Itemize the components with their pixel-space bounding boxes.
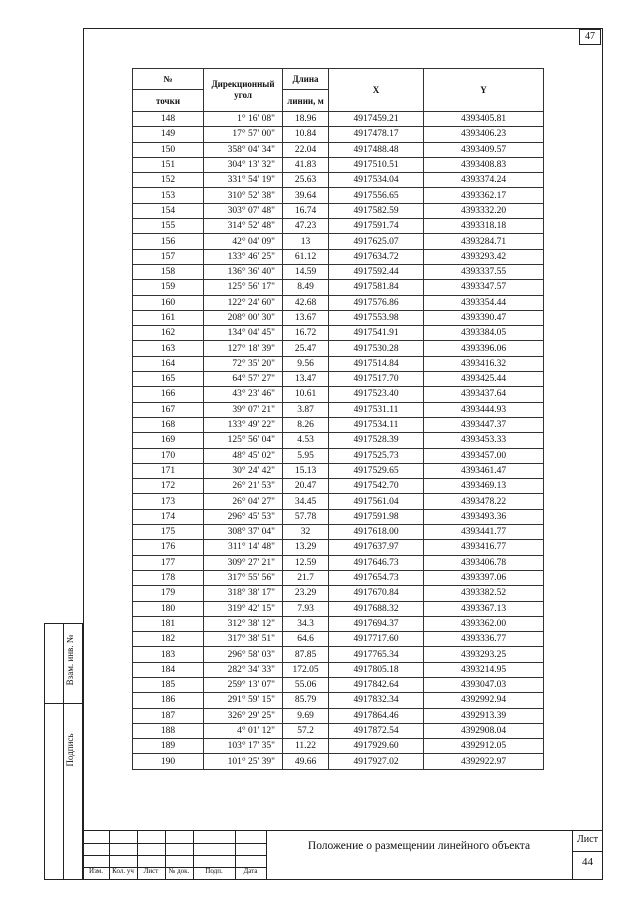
cell-angle: 122° 24' 60" [204, 295, 283, 310]
cell-y: 4393384.05 [424, 326, 544, 341]
table-row [133, 402, 544, 417]
table-body [133, 112, 544, 770]
stamp-podp: Подп. [205, 867, 223, 875]
stamp-list: Лист [143, 867, 159, 875]
stamp-ndoc: № док. [168, 867, 190, 875]
stamp-line-2 [83, 843, 266, 844]
cell-length: 25.47 [283, 341, 329, 356]
cell-x: 4917592.44 [329, 264, 424, 279]
cell-point: 169 [133, 433, 204, 448]
cell-point: 161 [133, 310, 204, 325]
cell-point: 187 [133, 708, 204, 723]
cell-length: 14.59 [283, 264, 329, 279]
cell-x: 4917530.28 [329, 341, 424, 356]
table-row [133, 540, 544, 555]
cell-length: 5.95 [283, 448, 329, 463]
cell-length: 7.93 [283, 601, 329, 616]
cell-y: 4393214.95 [424, 662, 544, 677]
cell-angle: 39° 07' 21" [204, 402, 283, 417]
cell-length: 16.74 [283, 203, 329, 218]
cell-length: 18.96 [283, 112, 329, 127]
cell-length: 11.22 [283, 739, 329, 754]
cell-length: 34.45 [283, 494, 329, 509]
sheet-number: 44 [582, 856, 593, 868]
table-row [133, 647, 544, 662]
cell-x: 4917717.60 [329, 632, 424, 647]
cell-x: 4917553.98 [329, 310, 424, 325]
cell-x: 4917625.07 [329, 234, 424, 249]
cell-length: 9.56 [283, 356, 329, 371]
cell-angle: 317° 38' 51" [204, 632, 283, 647]
cell-y: 4393461.47 [424, 463, 544, 478]
cell-y: 4393406.23 [424, 127, 544, 142]
cell-length: 172.05 [283, 662, 329, 677]
cell-y: 4393337.55 [424, 264, 544, 279]
cell-length: 85.79 [283, 693, 329, 708]
cell-y: 4393406.78 [424, 555, 544, 570]
cell-angle: 17° 57' 00" [204, 127, 283, 142]
cell-angle: 125° 56' 04" [204, 433, 283, 448]
cell-angle: 125° 56' 17" [204, 280, 283, 295]
cell-length: 41.83 [283, 157, 329, 172]
cell-x: 4917528.39 [329, 433, 424, 448]
table-row [133, 203, 544, 218]
table-row [133, 341, 544, 356]
cell-y: 4393416.32 [424, 356, 544, 371]
cell-point: 171 [133, 463, 204, 478]
stamp-line-3 [83, 855, 266, 856]
cell-length: 25.63 [283, 173, 329, 188]
table-row [133, 494, 544, 509]
cell-x: 4917459.21 [329, 112, 424, 127]
cell-angle: 331° 54' 19" [204, 173, 283, 188]
cell-point: 151 [133, 157, 204, 172]
cell-length: 15.13 [283, 463, 329, 478]
cell-length: 61.12 [283, 249, 329, 264]
table-row [133, 127, 544, 142]
cell-angle: 310° 52' 38" [204, 188, 283, 203]
cell-y: 4393336.77 [424, 632, 544, 647]
cell-y: 4393390.47 [424, 310, 544, 325]
table-row [133, 509, 544, 524]
table-row [133, 433, 544, 448]
cell-angle: 42° 04' 09" [204, 234, 283, 249]
table-row [133, 616, 544, 631]
cell-y: 4393354.44 [424, 295, 544, 310]
cell-y: 4392992.94 [424, 693, 544, 708]
table-row [133, 570, 544, 585]
cell-point: 166 [133, 387, 204, 402]
side-divider [44, 703, 83, 704]
cell-y: 4393425.44 [424, 372, 544, 387]
cell-x: 4917591.98 [329, 509, 424, 524]
cell-x: 4917694.37 [329, 616, 424, 631]
table-row [133, 754, 544, 769]
table-row [133, 280, 544, 295]
cell-x: 4917541.91 [329, 326, 424, 341]
table-row [133, 463, 544, 478]
cell-point: 154 [133, 203, 204, 218]
cell-angle: 291° 59' 15" [204, 693, 283, 708]
cell-y: 4393382.52 [424, 586, 544, 601]
side-label-inv: Взам. инв. № [65, 634, 75, 686]
cell-x: 4917582.59 [329, 203, 424, 218]
table-row [133, 525, 544, 540]
cell-point: 163 [133, 341, 204, 356]
cell-length: 12.59 [283, 555, 329, 570]
cell-x: 4917842.64 [329, 677, 424, 692]
cell-x: 4917531.11 [329, 402, 424, 417]
cell-y: 4392912.05 [424, 739, 544, 754]
cell-y: 4393347.57 [424, 280, 544, 295]
table-row [133, 310, 544, 325]
cell-y: 4393284.71 [424, 234, 544, 249]
cell-angle: 259° 13' 07" [204, 677, 283, 692]
title-block [83, 830, 603, 880]
cell-length: 55.06 [283, 677, 329, 692]
cell-length: 8.26 [283, 417, 329, 432]
stamp-sheet-divider [572, 851, 603, 852]
cell-y: 4393478.22 [424, 494, 544, 509]
cell-angle: 72° 35' 20" [204, 356, 283, 371]
cell-angle: 133° 46' 25" [204, 249, 283, 264]
cell-angle: 4° 01' 12" [204, 723, 283, 738]
table-row [133, 632, 544, 647]
header-y: Y [424, 69, 544, 112]
stamp-v6 [266, 830, 267, 880]
cell-angle: 208° 00' 30" [204, 310, 283, 325]
cell-point: 175 [133, 525, 204, 540]
stamp-kol: Кол. уч [112, 867, 134, 875]
cell-y: 4393367.13 [424, 601, 544, 616]
cell-y: 4393362.00 [424, 616, 544, 631]
cell-angle: 103° 17' 35" [204, 739, 283, 754]
cell-y: 4393416.77 [424, 540, 544, 555]
cell-x: 4917872.54 [329, 723, 424, 738]
cell-x: 4917517.70 [329, 372, 424, 387]
table-row [133, 555, 544, 570]
cell-point: 185 [133, 677, 204, 692]
cell-angle: 101° 25' 39" [204, 754, 283, 769]
cell-angle: 312° 38' 12" [204, 616, 283, 631]
cell-point: 189 [133, 739, 204, 754]
table-row [133, 677, 544, 692]
cell-angle: 1° 16' 08" [204, 112, 283, 127]
cell-y: 4392908.04 [424, 723, 544, 738]
cell-x: 4917510.51 [329, 157, 424, 172]
cell-y: 4393293.42 [424, 249, 544, 264]
header-angle: Дирекционный угол [204, 69, 283, 112]
cell-point: 164 [133, 356, 204, 371]
cell-x: 4917525.73 [329, 448, 424, 463]
table-row [133, 157, 544, 172]
cell-length: 64.6 [283, 632, 329, 647]
cell-angle: 136° 36' 40" [204, 264, 283, 279]
cell-angle: 304° 13' 32" [204, 157, 283, 172]
table-row [133, 295, 544, 310]
stamp-izm: Изм. [89, 867, 103, 875]
cell-x: 4917514.84 [329, 356, 424, 371]
cell-angle: 43° 23' 46" [204, 387, 283, 402]
cell-x: 4917864.46 [329, 708, 424, 723]
cell-x: 4917805.18 [329, 662, 424, 677]
cell-length: 10.61 [283, 387, 329, 402]
table-row [133, 372, 544, 387]
cell-y: 4393293.25 [424, 647, 544, 662]
stamp-date: Дата [243, 867, 258, 875]
cell-point: 186 [133, 693, 204, 708]
table-row [133, 662, 544, 677]
cell-x: 4917523.40 [329, 387, 424, 402]
cell-angle: 314° 52' 48" [204, 219, 283, 234]
table-row [133, 219, 544, 234]
cell-angle: 134° 04' 45" [204, 326, 283, 341]
cell-angle: 127° 18' 39" [204, 341, 283, 356]
cell-point: 159 [133, 280, 204, 295]
cell-angle: 358° 04' 34" [204, 142, 283, 157]
table-row [133, 586, 544, 601]
table-row [133, 723, 544, 738]
cell-x: 4917646.73 [329, 555, 424, 570]
cell-point: 190 [133, 754, 204, 769]
cell-angle: 319° 42' 15" [204, 601, 283, 616]
cell-y: 4393318.18 [424, 219, 544, 234]
cell-length: 13.67 [283, 310, 329, 325]
cell-length: 16.72 [283, 326, 329, 341]
cell-length: 22.04 [283, 142, 329, 157]
table-row [133, 387, 544, 402]
cell-y: 4393444.93 [424, 402, 544, 417]
table-row [133, 264, 544, 279]
cell-length: 8.49 [283, 280, 329, 295]
table-row [133, 479, 544, 494]
cell-point: 180 [133, 601, 204, 616]
cell-length: 39.64 [283, 188, 329, 203]
cell-point: 160 [133, 295, 204, 310]
cell-angle: 318° 38' 17" [204, 586, 283, 601]
cell-x: 4917478.17 [329, 127, 424, 142]
document-title: Положение о размещении линейного объекта [307, 840, 531, 852]
cell-x: 4917488.48 [329, 142, 424, 157]
table-row [133, 326, 544, 341]
cell-x: 4917929.60 [329, 739, 424, 754]
header-num-bottom: точки [133, 90, 204, 112]
cell-point: 178 [133, 570, 204, 585]
coordinates-table [132, 68, 544, 770]
cell-point: 172 [133, 479, 204, 494]
cell-point: 148 [133, 112, 204, 127]
cell-point: 174 [133, 509, 204, 524]
table-row [133, 417, 544, 432]
cell-length: 47.23 [283, 219, 329, 234]
cell-y: 4392922.97 [424, 754, 544, 769]
cell-x: 4917634.72 [329, 249, 424, 264]
side-label-sign: Подпись [65, 733, 75, 767]
cell-x: 4917688.32 [329, 601, 424, 616]
table-row [133, 142, 544, 157]
cell-y: 4393447.37 [424, 417, 544, 432]
cell-angle: 303° 07' 48" [204, 203, 283, 218]
cell-y: 4393405.81 [424, 112, 544, 127]
cell-angle: 309° 27' 21" [204, 555, 283, 570]
cell-point: 188 [133, 723, 204, 738]
cell-y: 4393408.83 [424, 157, 544, 172]
cell-x: 4917618.00 [329, 525, 424, 540]
page-number: 47 [579, 29, 601, 45]
cell-point: 156 [133, 234, 204, 249]
cell-point: 167 [133, 402, 204, 417]
cell-length: 23.29 [283, 586, 329, 601]
table-row [133, 356, 544, 371]
cell-point: 157 [133, 249, 204, 264]
cell-y: 4393457.00 [424, 448, 544, 463]
table-row [133, 112, 544, 127]
cell-length: 10.84 [283, 127, 329, 142]
header-num-top: № [133, 69, 204, 90]
cell-point: 182 [133, 632, 204, 647]
cell-point: 176 [133, 540, 204, 555]
cell-length: 32 [283, 525, 329, 540]
cell-angle: 282° 34' 33" [204, 662, 283, 677]
cell-angle: 296° 58' 03" [204, 647, 283, 662]
cell-x: 4917591.74 [329, 219, 424, 234]
cell-length: 4.53 [283, 433, 329, 448]
sheet-label: Лист [577, 834, 598, 845]
cell-point: 165 [133, 372, 204, 387]
cell-point: 168 [133, 417, 204, 432]
table-row [133, 448, 544, 463]
cell-length: 42.68 [283, 295, 329, 310]
cell-y: 4393362.17 [424, 188, 544, 203]
side-stamp [44, 623, 83, 880]
cell-length: 57.2 [283, 723, 329, 738]
cell-x: 4917576.86 [329, 295, 424, 310]
cell-angle: 64° 57' 27" [204, 372, 283, 387]
cell-x: 4917529.65 [329, 463, 424, 478]
cell-point: 177 [133, 555, 204, 570]
table-row [133, 188, 544, 203]
cell-point: 149 [133, 127, 204, 142]
cell-x: 4917670.84 [329, 586, 424, 601]
cell-length: 3.87 [283, 402, 329, 417]
cell-y: 4393493.36 [424, 509, 544, 524]
table-row [133, 234, 544, 249]
cell-length: 49.66 [283, 754, 329, 769]
cell-point: 158 [133, 264, 204, 279]
table-row [133, 173, 544, 188]
cell-x: 4917654.73 [329, 570, 424, 585]
cell-angle: 296° 45' 53" [204, 509, 283, 524]
cell-length: 34.3 [283, 616, 329, 631]
cell-angle: 48° 45' 02" [204, 448, 283, 463]
cell-x: 4917927.02 [329, 754, 424, 769]
table-row [133, 739, 544, 754]
cell-y: 4393397.06 [424, 570, 544, 585]
cell-point: 179 [133, 586, 204, 601]
cell-point: 181 [133, 616, 204, 631]
header-x: X [329, 69, 424, 112]
cell-length: 21.7 [283, 570, 329, 585]
cell-length: 20.47 [283, 479, 329, 494]
cell-length: 87.85 [283, 647, 329, 662]
cell-length: 13 [283, 234, 329, 249]
cell-y: 4393437.64 [424, 387, 544, 402]
table-row [133, 693, 544, 708]
side-col-empty [44, 623, 64, 880]
cell-y: 4393332.20 [424, 203, 544, 218]
cell-angle: 30° 24' 42" [204, 463, 283, 478]
cell-y: 4393409.57 [424, 142, 544, 157]
stamp-top-line [83, 830, 603, 831]
cell-point: 153 [133, 188, 204, 203]
cell-y: 4392913.39 [424, 708, 544, 723]
cell-length: 57.78 [283, 509, 329, 524]
cell-x: 4917556.65 [329, 188, 424, 203]
cell-x: 4917534.11 [329, 417, 424, 432]
cell-angle: 308° 37' 04" [204, 525, 283, 540]
cell-point: 183 [133, 647, 204, 662]
cell-point: 150 [133, 142, 204, 157]
cell-point: 184 [133, 662, 204, 677]
header-length-bottom: линии, м [283, 90, 329, 112]
cell-angle: 26° 21' 53" [204, 479, 283, 494]
cell-y: 4393469.13 [424, 479, 544, 494]
cell-x: 4917542.70 [329, 479, 424, 494]
cell-y: 4393374.24 [424, 173, 544, 188]
cell-x: 4917832.34 [329, 693, 424, 708]
cell-x: 4917534.04 [329, 173, 424, 188]
cell-length: 13.47 [283, 372, 329, 387]
cell-point: 170 [133, 448, 204, 463]
cell-point: 173 [133, 494, 204, 509]
cell-angle: 317° 55' 56" [204, 570, 283, 585]
cell-point: 162 [133, 326, 204, 341]
table-row [133, 249, 544, 264]
cell-point: 152 [133, 173, 204, 188]
cell-x: 4917581.84 [329, 280, 424, 295]
table-row [133, 708, 544, 723]
cell-y: 4393047.03 [424, 677, 544, 692]
cell-y: 4393441.77 [424, 525, 544, 540]
cell-x: 4917561.04 [329, 494, 424, 509]
table-row [133, 601, 544, 616]
cell-angle: 133° 49' 22" [204, 417, 283, 432]
cell-x: 4917637.97 [329, 540, 424, 555]
cell-length: 13.29 [283, 540, 329, 555]
cell-y: 4393396.06 [424, 341, 544, 356]
cell-point: 155 [133, 219, 204, 234]
cell-length: 9.69 [283, 708, 329, 723]
cell-angle: 326° 29' 25" [204, 708, 283, 723]
cell-y: 4393453.33 [424, 433, 544, 448]
header-length-top: Длина [283, 69, 329, 90]
cell-angle: 311° 14' 48" [204, 540, 283, 555]
cell-x: 4917765.34 [329, 647, 424, 662]
cell-angle: 26° 04' 27" [204, 494, 283, 509]
